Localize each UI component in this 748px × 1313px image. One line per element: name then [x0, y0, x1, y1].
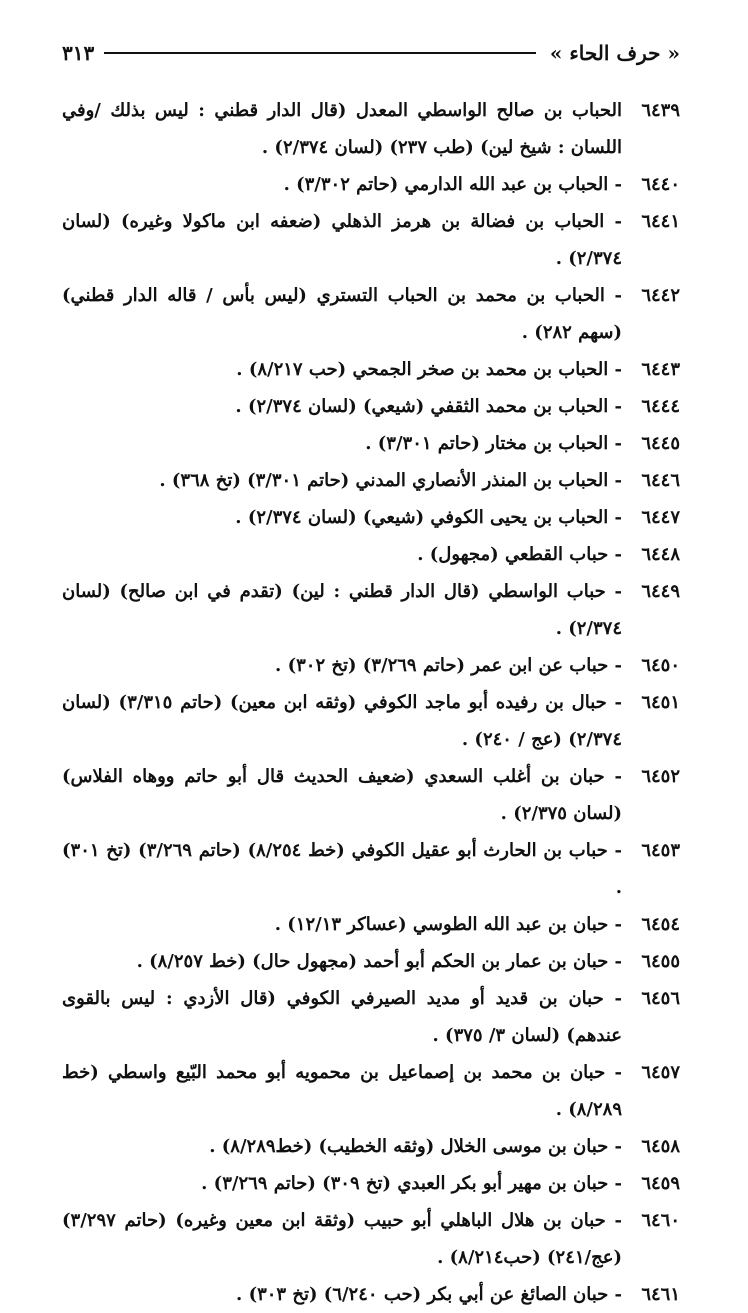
entry-row	[62, 166, 680, 203]
entry-number: ٦٤٥٥	[641, 951, 680, 972]
entry-text: - حباب بن الحارث أبو عقيل الكوفي (خط ٨/٢٥٤) (حاتم ٣/٢٦٩) (تخ ٣٠١) .	[62, 840, 622, 898]
entry-text: - حبان بن عمار بن الحكم أبو أحمد (مجهول حال) (خط ٨/٢٥٧) .	[136, 951, 622, 972]
entry-row	[62, 1276, 680, 1313]
entry-number: ٦٤٥٦	[641, 988, 680, 1009]
entry-row	[62, 980, 680, 1054]
entry-text: - الحباب بن محمد الثقفي (شيعي) (لسان ٢/٣٧٤) .	[235, 396, 622, 417]
page-header	[62, 38, 680, 68]
entry-row	[62, 203, 680, 277]
entry-text: - حبان الصائغ عن أبي بكر (حب ٦/٢٤٠) (تخ ٣٠٣) .	[236, 1284, 622, 1305]
entry-number: ٦٤٤٠	[641, 174, 680, 195]
entry-text: - حباب عن ابن عمر (حاتم ٣/٢٦٩) (تخ ٣٠٢) .	[275, 655, 622, 676]
entry-text: - حبان بن أغلب السعدي (ضعيف الحديث قال أبو حاتم ووهاه الفلاس) (لسان ٢/٣٧٥) .	[62, 766, 622, 824]
entry-text: - حبان بن هلال الباهلي أبو حبيب (وثقة ابن معين وغيره) (حاتم ٣/٢٩٧) (عج/٢٤١) (حب٨/٢١٤) .	[62, 1210, 622, 1268]
entry-row	[62, 92, 680, 166]
entry-row	[62, 499, 680, 536]
entry-number: ٦٤٤٤	[641, 396, 680, 417]
entry-text: - حباب القطعي (مجهول) .	[417, 544, 622, 565]
entry-row	[62, 573, 680, 647]
entry-number: ٦٤٥١	[641, 692, 680, 713]
entry-text: - حبان بن عبد الله الطوسي (عساكر ١٢/١٣) .	[274, 914, 622, 935]
entry-text: - حبان بن موسى الخلال (وثقه الخطيب) (خط٨/٢٨٩) .	[209, 1136, 622, 1157]
entry-row	[62, 684, 680, 758]
entry-row	[62, 351, 680, 388]
entry-number: ٦٤٤٢	[641, 285, 680, 306]
entry-text: - حبان بن محمد بن إصماعيل بن محمويه أبو محمد البّيع واسطي (خط ٨/٢٨٩) .	[62, 1062, 622, 1120]
entry-number: ٦٤٦١	[641, 1284, 680, 1305]
entry-row	[62, 832, 680, 906]
entry-text: - الحباب بن مختار (حاتم ٣/٣٠١) .	[365, 433, 622, 454]
entry-text: - حباب الواسطي (قال الدار قطني : لين) (تقدم في ابن صالح) (لسان ٢/٣٧٤) .	[62, 581, 622, 639]
entry-number: ٦٤٤٧	[641, 507, 680, 528]
entry-row	[62, 462, 680, 499]
entry-number: ٦٤٥٢	[641, 766, 680, 787]
entry-number: ٦٤٤١	[641, 211, 680, 232]
entry-number: ٦٤٤٩	[641, 581, 680, 602]
entry-number: ٦٤٥٣	[641, 840, 680, 861]
entry-row	[62, 1202, 680, 1276]
entry-row	[62, 1054, 680, 1128]
header-rule	[104, 52, 536, 54]
entry-number: ٦٤٤٨	[641, 544, 680, 565]
entry-text: - الحباب بن عبد الله الدارمي (حاتم ٣/٣٠٢) .	[283, 174, 622, 195]
entry-text: - الحباب بن محمد بن صخر الجمحي (حب ٨/٢١٧) .	[236, 359, 622, 380]
entry-number: ٦٤٥٤	[641, 914, 680, 935]
entry-text: - الحباب بن المنذر الأنصاري المدني (حاتم ٣/٣٠١) (تخ ٣٦٨) .	[159, 470, 622, 491]
entry-number: ٦٤٤٥	[641, 433, 680, 454]
entry-number: ٦٤٥٨	[641, 1136, 680, 1157]
section-title: « حرف الحاء »	[549, 41, 680, 65]
entry-text: - الحباب بن يحيى الكوفي (شيعي) (لسان ٢/٣٧٤) .	[235, 507, 622, 528]
entry-row	[62, 906, 680, 943]
entry-row	[62, 1165, 680, 1202]
entry-row	[62, 425, 680, 462]
entry-row	[62, 758, 680, 832]
entry-list	[62, 92, 680, 1313]
page-number: ٣١٣	[62, 41, 95, 65]
entry-row	[62, 943, 680, 980]
entry-text: الحباب بن صالح الواسطي المعدل (قال الدار قطني : ليس بذلك /وفي اللسان : شيخ لين) (طب ٢٣٧) (لسان ٢/٣٧٤) .	[62, 100, 622, 158]
entry-row	[62, 277, 680, 351]
entry-number: ٦٤٥٩	[641, 1173, 680, 1194]
entry-text: - حبان بن قديد أو مديد الصيرفي الكوفي (قال الأزدي : ليس بالقوى عندهم) (لسان ٣/ ٣٧٥) .	[62, 988, 622, 1046]
entry-number: ٦٤٤٣	[641, 359, 680, 380]
entry-text: - الحباب بن فضالة بن هرمز الذهلي (ضعفه ابن ماكولا وغيره) (لسان ٢/٣٧٤) .	[62, 211, 622, 269]
entry-number: ٦٤٣٩	[641, 100, 680, 121]
entry-number: ٦٤٦٠	[641, 1210, 680, 1231]
entry-number: ٦٤٥٧	[641, 1062, 680, 1083]
entry-text: - حبال بن رفيده أبو ماجد الكوفي (وثقه ابن معين) (حاتم ٣/٣١٥) (لسان ٢/٣٧٤) (عج / ٢٤٠) .	[62, 692, 623, 750]
entry-row	[62, 388, 680, 425]
entry-row	[62, 647, 680, 684]
entry-text: - حبان بن مهير أبو بكر العبدي (تخ ٣٠٩) (حاتم ٣/٢٦٩) .	[201, 1173, 622, 1194]
entry-number: ٦٤٥٠	[641, 655, 680, 676]
entry-number: ٦٤٤٦	[641, 470, 680, 491]
entry-text: - الحباب بن محمد بن الحباب التستري (ليس بأس / قاله الدار قطني) (سهم ٢٨٢) .	[62, 285, 622, 343]
entry-row	[62, 536, 680, 573]
entry-row	[62, 1128, 680, 1165]
